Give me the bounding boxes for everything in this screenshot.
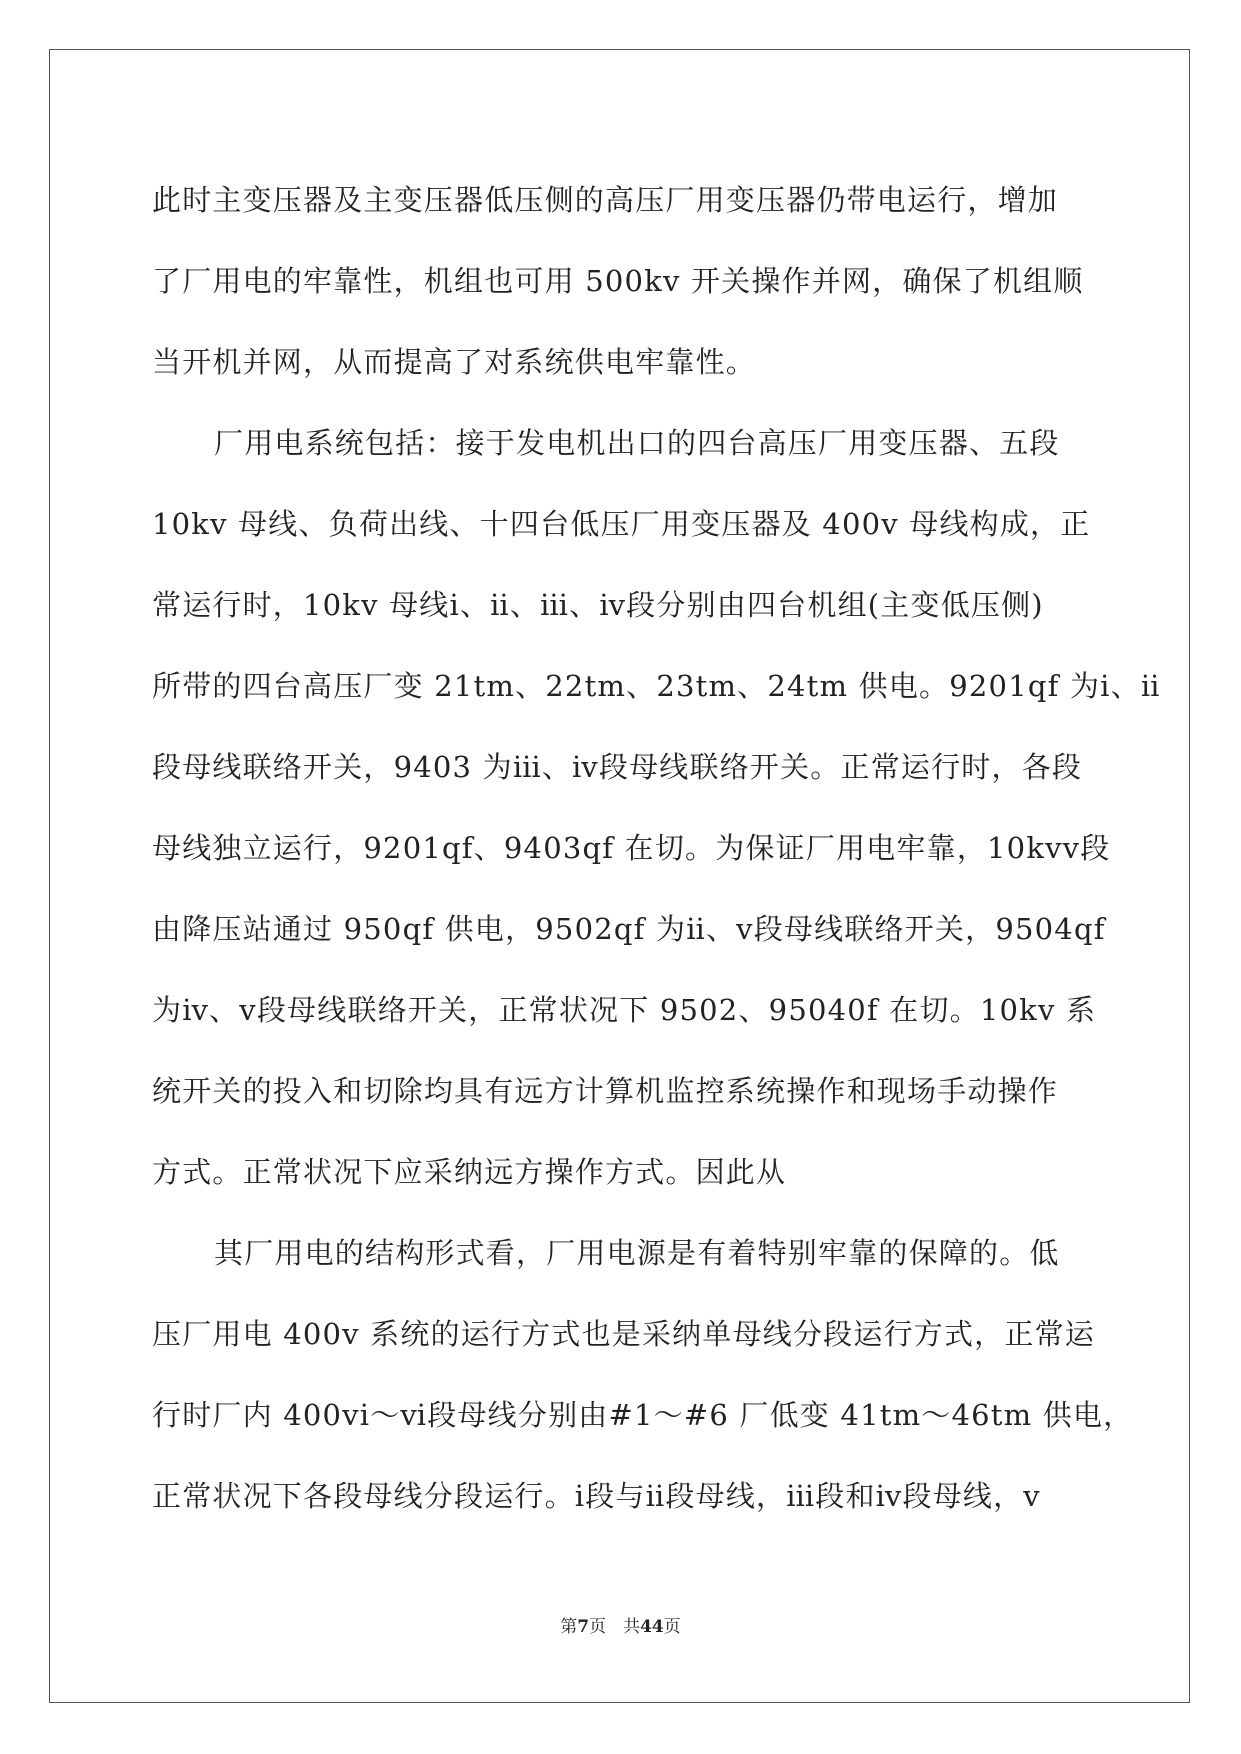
text-line: 此时主变压器及主变压器低压侧的高压厂用变压器仍带电运行，增加 xyxy=(152,183,1059,217)
footer-middle: 页 共 xyxy=(589,1617,641,1637)
text-line: 段母线联络开关，9403 为ⅲ、ⅳ段母线联络开关。正常运行时，各段 xyxy=(152,750,1083,784)
current-page-number: 7 xyxy=(577,1617,590,1637)
text-line: 统开关的投入和切除均具有远方计算机监控系统操作和现场手动操作 xyxy=(152,1074,1059,1108)
document-body xyxy=(152,160,1161,1537)
text-line: 压厂用电 400v 系统的运行方式也是采纳单母线分段运行方式，正常运 xyxy=(152,1317,1095,1351)
text-line: 了厂用电的牢靠性，机组也可用 500kv 开关操作并网，确保了机组顺 xyxy=(152,264,1084,298)
text-line: 母线独立运行，9201qf、9403qf 在切。为保证厂用电牢靠，10kvⅴ段 xyxy=(152,831,1111,865)
text-line: 行时厂内 400vⅰ～ⅵ段母线分别由#1～#6 厂低变 41tm～46tm 供电， xyxy=(152,1398,1134,1432)
paragraph-start-line: 厂用电系统包括：接于发电机出口的四台高压厂用变压器、五段 xyxy=(214,426,1060,460)
text-line: 常运行时，10kv 母线ⅰ、ⅱ、ⅲ、ⅳ段分别由四台机组(主变低压侧) xyxy=(152,588,1044,622)
text-line: 为ⅳ、ⅴ段母线联络开关，正常状况下 9502、95040f 在切。10kv 系 xyxy=(152,993,1097,1027)
text-line: 由降压站通过 950qf 供电，9502qf 为ⅱ、ⅴ段母线联络开关，9504qf xyxy=(152,912,1106,946)
text-line: 方式。正常状况下应采纳远方操作方式。因此从 xyxy=(152,1155,787,1189)
footer-suffix: 页 xyxy=(663,1617,681,1637)
page-footer xyxy=(0,1612,1241,1637)
text-line: 10kv 母线、负荷出线、十四台低压厂用变压器及 400v 母线构成，正 xyxy=(152,507,1091,541)
footer-prefix: 第 xyxy=(560,1617,578,1637)
text-line: 所带的四台高压厂变 21tm、22tm、23tm、24tm 供电。9201qf 为ⅰ、ⅱ xyxy=(152,669,1161,703)
text-line: 当开机并网，从而提高了对系统供电牢靠性。 xyxy=(152,345,757,379)
total-page-count: 44 xyxy=(640,1617,664,1637)
text-line: 正常状况下各段母线分段运行。ⅰ段与ⅱ段母线，ⅲ段和ⅳ段母线，ⅴ xyxy=(152,1479,1041,1513)
paragraph-start-line: 其厂用电的结构形式看，厂用电源是有着特别牢靠的保障的。低 xyxy=(214,1236,1060,1270)
